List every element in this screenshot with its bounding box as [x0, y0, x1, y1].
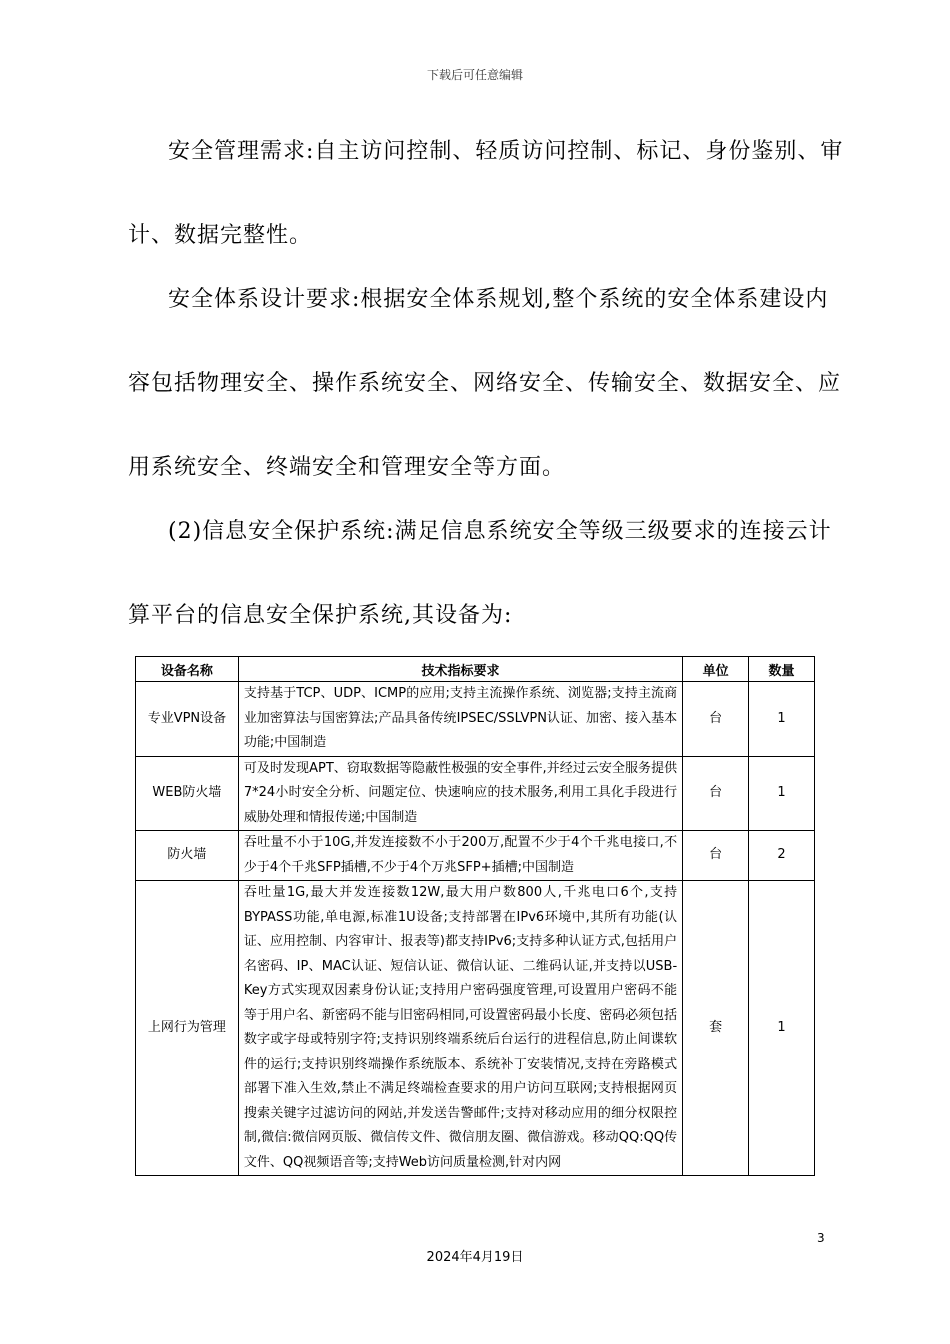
device-quantity: 1 [749, 881, 815, 1176]
header-unit: 单位 [683, 657, 749, 682]
table-row [136, 756, 815, 831]
device-quantity: 1 [749, 756, 815, 831]
device-name: 上网行为管理 [136, 881, 239, 1176]
paragraph-security-management: 安全管理需求:自主访问控制、轻质访问控制、标记、身份鉴别、审计、数据完整性。 [128, 139, 844, 248]
device-unit: 台 [683, 831, 749, 881]
header-tech-spec: 技术指标要求 [238, 657, 682, 682]
device-quantity: 1 [749, 682, 815, 757]
device-unit: 台 [683, 682, 749, 757]
header-device-name: 设备名称 [136, 657, 239, 682]
table-row [136, 881, 815, 1176]
device-name: WEB防火墙 [136, 756, 239, 831]
equipment-table [135, 656, 815, 1176]
device-unit: 套 [683, 881, 749, 1176]
device-spec: 吞吐量不小于10G,并发连接数不小于200万,配置不少于4个千兆电接口,不少于4个千兆SFP插槽,不少于4个万兆SFP+插槽;中国制造 [238, 831, 682, 881]
device-spec: 支持基于TCP、UDP、ICMP的应用;支持主流操作系统、浏览器;支持主流商业加密算法与国密算法;产品具备传统IPSEC/SSLVPN认证、加密、接入基本功能;中国制造 [238, 682, 682, 757]
device-name: 防火墙 [136, 831, 239, 881]
paragraph-protection-system: (2)信息安全保护系统:满足信息系统安全等级三级要求的连接云计算平台的信息安全保护系统,其设备为: [128, 519, 832, 628]
paragraph-security-architecture: 安全体系设计要求:根据安全体系规划,整个系统的安全体系建设内容包括物理安全、操作系统安全、网络安全、传输安全、数据安全、应用系统安全、终端安全和管理安全等方面。 [128, 287, 842, 480]
device-spec: 可及时发现APT、窃取数据等隐蔽性极强的安全事件,并经过云安全服务提供7*24小时安全分析、问题定位、快速响应的技术服务,利用工具化手段进行威胁处理和情报传递;中国制造 [238, 756, 682, 831]
footer-date: 2024年4月19日 [426, 1250, 524, 1265]
table-row [136, 831, 815, 881]
table-header-row [136, 657, 815, 682]
header-note: 下载后可任意编辑 [426, 68, 523, 82]
header-quantity: 数量 [749, 657, 815, 682]
device-name: 专业VPN设备 [136, 682, 239, 757]
device-quantity: 2 [749, 831, 815, 881]
table-row [136, 682, 815, 757]
page-number: 3 [817, 1231, 825, 1245]
device-unit: 台 [683, 756, 749, 831]
device-spec: 吞吐量1G,最大并发连接数12W,最大用户数800人,千兆电口6个,支持BYPASS功能,单电源,标准1U设备;支持部署在IPv6环境中,其所有功能(认证、应用控制、内容审计、报表等)都支持IPv6;支持多种认证方式,包括用户名密码、IP、MAC认证、短信认证、微信认证、二维码认证,并支持以USB-Key方式实现双因素身份认证;支持用户密码强度管理,可设置用户密码不能等于用户名、新密码不能与旧密码相同,可设置密码最小长度、密码必须包括数字或字母或特别字符;支持识别终端系统后台运行的进程信息,防止间谍软件的运行;支持识别终端操作系统版本、系统补丁安装情况,支持在旁路模式部署下准入生效,禁止不满足终端检查要求的用户访问互联网;支持根据网页搜索关键字过滤访问的网站,并发送告警邮件;支持对移动应用的细分权限控制,微信:微信网页版、微信传文件、微信朋友圈、微信游戏。移动QQ:QQ传文件、QQ视频语音等;支持Web访问质量检测,针对内网 [238, 881, 682, 1176]
